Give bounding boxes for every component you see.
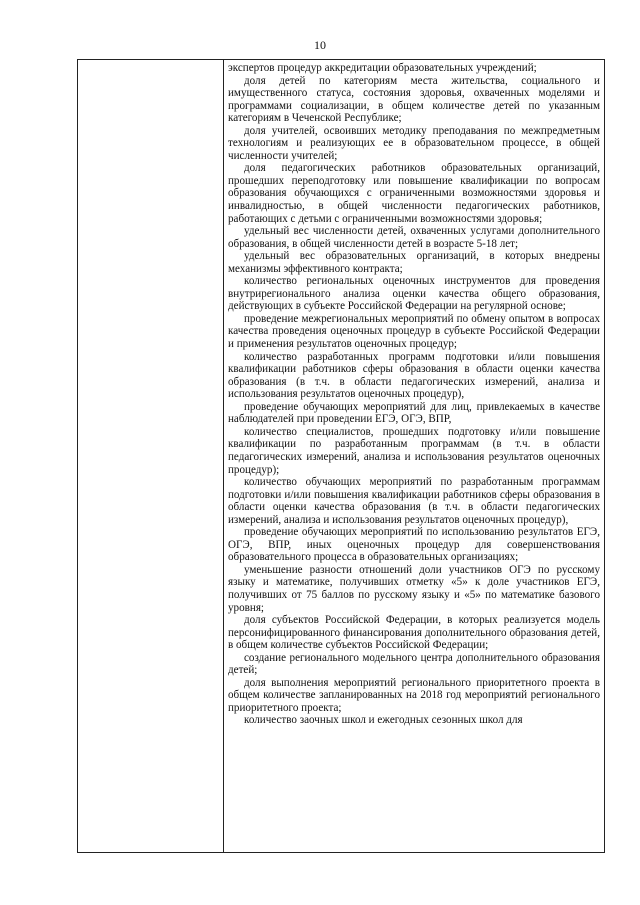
paragraph: доля субъектов Российской Федерации, в которых реализуется модель персонифицированного финансирования дополнительного образования детей, в общем количестве субъектов Российской Федерации; (228, 614, 600, 652)
paragraph: количество обучающих мероприятий по разработанным программам подготовки и/или повышения квалификации работников сферы образования в области оценки качества образования (в т.ч. в области педагогических измерений, анализа и использования результатов оценочных процедур), (228, 476, 600, 526)
paragraph: доля выполнения мероприятий регионального приоритетного проекта в общем количестве запланированных на 2018 год мероприятий регионального приоритетного проекта; (228, 676, 600, 714)
paragraph: удельный вес образовательных организаций, в которых внедрены механизмы эффективного контракта; (228, 250, 600, 275)
indicator-table (77, 59, 605, 853)
table-column-divider (223, 60, 224, 852)
paragraph: проведение обучающих мероприятий по использованию результатов ЕГЭ, ОГЭ, ВПР, иных оценочных процедур для совершенствования образовательного процесса в образовательных организациях; (228, 526, 600, 564)
paragraph: уменьшение разности отношений доли участников ОГЭ по русскому языку и математике, получивших отметку «5» к доле участников ЕГЭ, получивших от 75 баллов по русскому языку и «5» по математике базового уровня; (228, 563, 600, 614)
paragraph: удельный вес численности детей, охваченных услугами дополнительного образования, в общей численности детей в возрасте 5-18 лет; (228, 225, 600, 250)
paragraph: проведение обучающих мероприятий для лиц, привлекаемых в качестве наблюдателей при проведении ЕГЭ, ОГЭ, ВПР, (228, 400, 600, 426)
page-number: 10 (314, 38, 326, 52)
paragraph: доля учителей, освоивших методику преподавания по межпредметным технологиям и реализующих ее в образовательном процессе, в общей численности учителей; (228, 124, 600, 162)
paragraph: доля педагогических работников образовательных организаций, прошедших переподготовку или повышение квалификации по вопросам образования обучающихся с ограниченными возможностями здоровья и инвалидностью, в общей численности педагогических работников, работающих с детьми с ограниченными возможностями здоровья; (228, 162, 600, 225)
paragraph: экспертов процедур аккредитации образовательных учреждений; (228, 62, 537, 74)
paragraph: проведение межрегиональных мероприятий по обмену опытом в вопросах качества проведения оценочных процедур в субъекте Российской Федерации и применения результатов оценочных процедур; (228, 312, 600, 351)
paragraph: количество специалистов, прошедших подготовку и/или повышение квалификации по разработанным программам (в т.ч. в области педагогических измерений, анализа и использования результатов оценочных процедур); (228, 425, 600, 476)
paragraph: количество региональных оценочных инструментов для проведения внутрирегионального анализа оценки качества общего образования, действующих в субъекте Российской Федерации на регулярной основе; (228, 275, 600, 313)
paragraph: количество заочных школ и ежегодных сезонных школ для (244, 714, 523, 727)
paragraph: создание регионального модельного центра дополнительного образования детей; (228, 651, 600, 677)
paragraph: количество разработанных программ подготовки и/или повышения квалификации работников сферы образования в области оценки качества образования (в т.ч. в области педагогических измерений, анализа и использования результатов оценочных процедур), (228, 350, 600, 401)
table-text-cell (228, 62, 600, 727)
paragraph: доля детей по категориям места жительства, социального и имущественного статуса, состояния здоровья, охваченных моделями и программами социализации, в общем количестве детей по указанным категориям в Чеченской Республике; (228, 74, 600, 125)
